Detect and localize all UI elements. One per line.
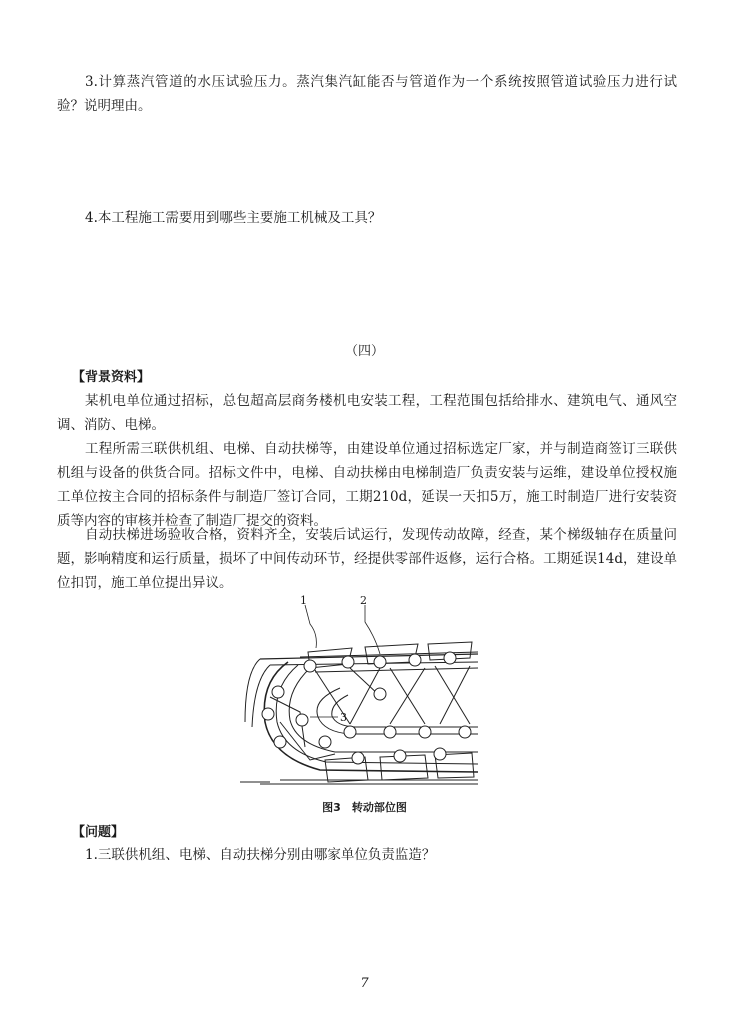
background-paragraph-2: 工程所需三联供机组、电梯、自动扶梯等，由建设单位通过招标选定厂家，并与制造商签订三联供机组与设备的供货合同。招标文件中，电梯、自动扶梯由电梯制造厂负责安装与运维，建设单位授权施工单位按主合同的招标条件与制造厂签订合同，工期210d，延误一天扣5万，施工时制造厂进行安装资质等内容的审核并检查了制造厂提交的资料。 xyxy=(57,441,677,529)
question-item-1: 1.三联供机组、电梯、自动扶梯分别由哪家单位负责监造？ xyxy=(85,847,436,863)
section-number: （四） xyxy=(344,344,384,359)
figure-caption: 图3 转动部位图 xyxy=(322,801,407,814)
figure-label-3: 3 xyxy=(340,711,347,724)
page-number: 7 xyxy=(360,976,369,991)
transmission-diagram xyxy=(240,592,490,797)
questions-heading: 【问题】 xyxy=(72,825,125,840)
question-3: 3.计算蒸汽管道的水压试验压力。蒸汽集汽缸能否与管道作为一个系统按照管道试验压力进行试验？说明理由。 xyxy=(57,74,677,114)
background-paragraph-1: 某机电单位通过招标，总包超高层商务楼机电安装工程，工程范围包括给排水、建筑电气、通风空调、消防、电梯。 xyxy=(57,393,677,433)
background-paragraph-3: 自动扶梯进场验收合格，资料齐全，安装后试运行，发现传动故障，经查，某个梯级轴存在质量问题，影响精度和运行质量，损坏了中间传动环节，经提供零部件返修，运行合格。工期延误14d，建设单位扣罚，施工单位提出异议。 xyxy=(57,527,677,591)
figure-label-1: 1 xyxy=(300,594,307,607)
figure-label-2: 2 xyxy=(360,594,367,607)
question-4: 4.本工程施工需要用到哪些主要施工机械及工具？ xyxy=(85,210,382,226)
background-heading: 【背景资料】 xyxy=(72,370,151,385)
